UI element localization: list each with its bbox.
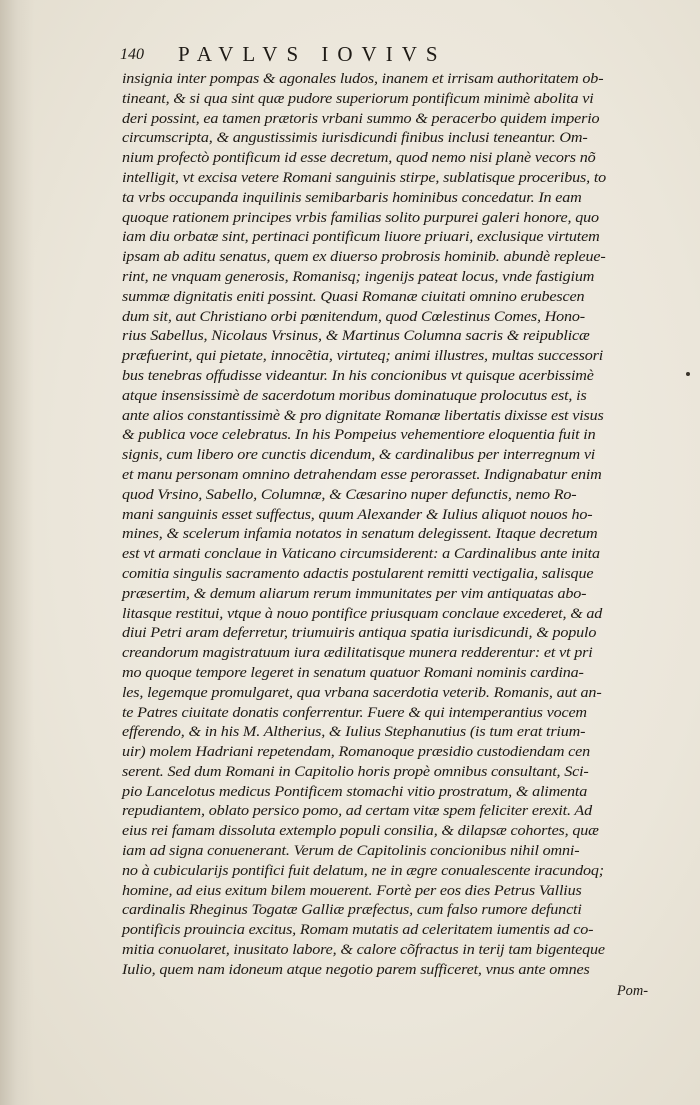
text-line: mines, & scelerum infamia notatos in senatum delegissent. Itaque decretum <box>122 526 598 543</box>
text-line: præsertim, & demum aliarum rerum immunitates per vim antiquatas abo- <box>122 585 587 602</box>
text-line: rius Sabellus, Nicolaus Vrsinus, & Martinus Columna sacris & reipublicæ <box>122 328 590 345</box>
text-line: signis, cum libero ore cunctis dicendum, & cardinalibus per interregnum vi <box>122 447 596 464</box>
text-line: et manu personam omnino detrahendam esse perorasset. Indignabatur enim <box>122 466 602 483</box>
text-line: quoque rationem principes vrbis familias solito purpurei galeri honore, quo <box>122 209 599 226</box>
text-line: ante alios constantissimè & pro dignitate Romanæ libertatis dixisse est visus <box>122 407 604 424</box>
text-line: litasque restitui, vtque à nouo pontifice priusquam conclaue excederet, & ad <box>122 605 603 622</box>
text-line: no à cubicularijs pontifici fuit delatum, ne in ægre conualescente iracundoq; <box>122 862 605 879</box>
page-header <box>120 42 590 70</box>
margin-mark <box>686 372 690 376</box>
text-line: & publica voce celebratus. In his Pompeius vehementiore eloquentia fuit in <box>122 427 596 444</box>
text-line: pontificis prouincia excitus, Romam mutatis ad celeritatem iumentis ad co- <box>122 922 594 939</box>
text-line: deri possint, ea tamen prætoris vrbani summo & peracerbo quidem imperio <box>122 110 600 127</box>
running-head: PAVLVS IOVIVS <box>178 42 447 66</box>
text-line: bus tenebras offudisse videantur. In his concionibus vt quisque acerbissimè <box>122 367 594 384</box>
text-line: homine, ad eius exitum bilem mouerent. Fortè per eos dies Petrus Vallius <box>122 882 582 899</box>
text-line: efferendo, & in his M. Altherius, & Iulius Stephanutius (is tum erat trium- <box>122 724 586 741</box>
text-line: insignia inter pompas & agonales ludos, inanem et irrisam authoritatem ob- <box>122 71 604 87</box>
text-line: cardinalis Rheginus Togatæ Galliæ præfectus, cum falso rumore defuncti <box>122 902 582 919</box>
text-line: diui Petri aram deferretur, triumuiris antiqua spatia iurisdicundi, & populo <box>122 625 597 642</box>
catchword: Pom- <box>616 982 648 999</box>
text-line: ta vrbs occupanda inquilinis semibarbaris hominibus concedatur. In eam <box>122 189 582 206</box>
text-line: nium profectò pontificum id esse decretum, quod nemo nisi planè vecors nõ <box>122 150 596 167</box>
text-line: atque insensissimè de sacerdotum moribus dominatuque prolocutus est, is <box>122 387 587 404</box>
text-line: creandorum magistratuum iura ædilitatisque munera redderentur: et vt pri <box>122 645 593 662</box>
text-line: quod Vrsino, Sabello, Columnæ, & Cæsarino nuper defunctis, nemo Ro- <box>122 486 577 503</box>
text-line: Iulio, quem nam idoneum atque negotio parem sufficeret, vnus ante omnes <box>122 961 590 978</box>
text-line: mani sanguinis esset suffectus, quum Alexander & Iulius aliquot nouos ho- <box>122 506 593 523</box>
text-line: uir) molem Hadriani repetendam, Romanoque præsidio custodiendam cen <box>122 744 591 761</box>
text-line: mitia conuolaret, inusitato labore, & calore cõfractus in terij tam bigenteque <box>122 942 605 959</box>
text-line: summæ dignitatis eniti possint. Quasi Romanæ ciuitati omnino erubescen <box>122 288 585 305</box>
text-line: est vt armati conclaue in Vaticano circumsiderent: a Cardinalibus ante inita <box>122 546 600 563</box>
text-line: intelligit, vt excisa vetere Romani sanguinis stirpe, sublatisque proceribus, to <box>122 169 607 186</box>
text-line: circumscripta, & angustissimis iurisdicundi finibus inclusi teneantur. Om- <box>122 130 588 147</box>
text-line: pio Lancelotus medicus Pontificem stomachi vitio prostratum, & alimenta <box>122 783 588 800</box>
binding-gutter <box>0 0 34 1105</box>
body-text <box>122 70 648 1001</box>
text-line: rint, ne vnquam generosis, Romanisq; ingenijs pateat locus, vnde fastigium <box>122 268 595 285</box>
text-line: te Patres ciuitate donatis conferrentur. Fuere & qui intemperantius vocem <box>122 704 587 721</box>
text-line: tineant, & si qua sint quæ pudore superiorum pontificum minimè abolita vi <box>122 90 594 107</box>
text-line: les, legemque promulgaret, qua vrbana sacerdotia veterib. Romanis, aut an- <box>122 684 602 701</box>
text-line: iam diu orbatæ sint, pertinaci pontificum liuore priuari, exclusique virtutem <box>122 229 600 246</box>
text-line: mo quoque tempore legeret in senatum quatuor Romani nominis cardina- <box>122 664 584 681</box>
text-line: serent. Sed dum Romani in Capitolio horis propè omnibus consultant, Sci- <box>122 763 589 780</box>
text-line: dum sit, aut Christiano orbi pœnitendum, quod Cœlestinus Comes, Hono- <box>122 308 586 325</box>
text-line: eius rei famam dissoluta extemplo populi consilia, & dilapsæ cohortes, quæ <box>122 823 599 840</box>
text-line: comitia singulis sacramento adactis postularent remitti vectigalia, salisque <box>122 565 594 582</box>
page-number: 140 <box>120 46 144 63</box>
text-line: repudiantem, oblato persico pomo, ad certam vitæ spem feliciter erexit. Ad <box>122 803 592 820</box>
text-line: iam ad signa conuenerant. Verum de Capitolinis concionibus nihil omni- <box>122 843 580 860</box>
text-line: ipsam ab aditu senatus, quem ex diuerso probrosis hominib. abundè repleue- <box>122 249 606 266</box>
text-line: præfuerint, qui pietate, innocẽtia, virtuteq; animi illustres, multas successori <box>122 348 604 365</box>
